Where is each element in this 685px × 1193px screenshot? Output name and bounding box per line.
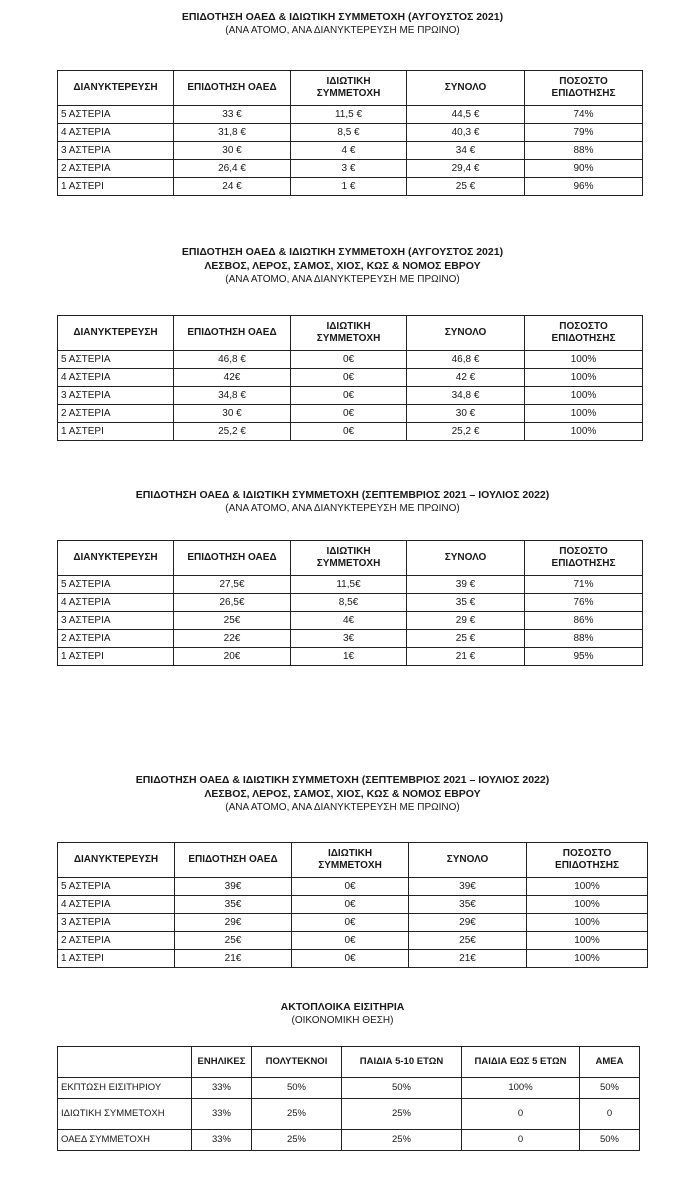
cell: 100% — [525, 351, 643, 369]
section-subtitle: (ΑΝΑ ΑΤΟΜΟ, ΑΝΑ ΔΙΑΝΥΚΤΕΡΕΥΣΗ ΜΕ ΠΡΩΙΝΟ) — [225, 274, 460, 285]
cell: 35€ — [175, 896, 292, 914]
table-row — [58, 106, 643, 124]
cell: 29€ — [175, 914, 292, 932]
cell: 79% — [525, 124, 643, 142]
col-header: ΔΙΑΝΥΚΤΕΡΕΥΣΗ — [58, 541, 174, 576]
cell: 1€ — [291, 648, 407, 666]
col-header: ΕΠΙΔΟΤΗΣΗ ΟΑΕΔ — [174, 316, 291, 351]
section-title-regions: ΛΕΣΒΟΣ, ΛΕΡΟΣ, ΣΑΜΟΣ, ΧΙΟΣ, ΚΩΣ & ΝΟΜΟΣ ΕΒΡΟΥ — [204, 788, 481, 800]
cell: 100% — [525, 387, 643, 405]
cell: 0€ — [291, 387, 407, 405]
cell: 21€ — [175, 950, 292, 968]
cell: ΟΑΕΔ ΣΥΜΜΕΤΟΧΗ — [58, 1130, 192, 1151]
col-header: ΑΜΕΑ — [580, 1047, 640, 1078]
cell: 30 € — [174, 405, 291, 423]
cell: 74% — [525, 106, 643, 124]
cell: 5 ΑΣΤΕΡΙΑ — [58, 878, 175, 896]
cell: 25 € — [407, 178, 525, 196]
cell: 50% — [580, 1130, 640, 1151]
cell: 95% — [525, 648, 643, 666]
col-header: ΕΠΙΔΟΤΗΣΗ ΟΑΕΔ — [174, 541, 291, 576]
cell: 31,8 € — [174, 124, 291, 142]
subsidy-table-1 — [57, 70, 643, 196]
cell: 3 ΑΣΤΕΡΙΑ — [58, 142, 174, 160]
col-header: ΙΔΙΩΤΙΚΗ ΣΥΜΜΕΤΟΧΗ — [291, 316, 407, 351]
cell: 33 € — [174, 106, 291, 124]
cell: 11,5€ — [291, 576, 407, 594]
cell: 0€ — [291, 423, 407, 441]
col-header: ΕΝΗΛΙΚΕΣ — [192, 1047, 252, 1078]
table-row — [58, 1078, 640, 1099]
cell: 24 € — [174, 178, 291, 196]
col-header — [58, 1047, 192, 1078]
section-subtitle: (ΑΝΑ ΑΤΟΜΟ, ΑΝΑ ΔΙΑΝΥΚΤΕΡΕΥΣΗ ΜΕ ΠΡΩΙΝΟ) — [225, 25, 460, 36]
table-row — [58, 160, 643, 178]
section-title-regions: ΛΕΣΒΟΣ, ΛΕΡΟΣ, ΣΑΜΟΣ, ΧΙΟΣ, ΚΩΣ & ΝΟΜΟΣ ΕΒΡΟΥ — [204, 260, 481, 272]
table-row — [58, 369, 643, 387]
cell: ΕΚΠΤΩΣΗ ΕΙΣΙΤΗΡΙΟΥ — [58, 1078, 192, 1099]
cell: 100% — [525, 423, 643, 441]
cell: 1 ΑΣΤΕΡΙ — [58, 178, 174, 196]
cell: 25€ — [175, 932, 292, 950]
cell: 100% — [527, 950, 648, 968]
table-row — [58, 124, 643, 142]
ferry-title: ΑΚΤΟΠΛΟΙΚΑ ΕΙΣΙΤΗΡΙΑ — [280, 1001, 405, 1013]
cell: 100% — [527, 896, 648, 914]
cell: 8,5 € — [291, 124, 407, 142]
cell: 34,8 € — [407, 387, 525, 405]
cell: 0 — [462, 1099, 580, 1130]
cell: 21€ — [409, 950, 527, 968]
cell: 5 ΑΣΤΕΡΙΑ — [58, 106, 174, 124]
cell: 0€ — [292, 878, 409, 896]
cell: 39€ — [175, 878, 292, 896]
cell: 0€ — [292, 896, 409, 914]
col-header: ΠΟΣΟΣΤΟ ΕΠΙΔΟΤΗΣΗΣ — [525, 71, 643, 106]
cell: 1 ΑΣΤΕΡΙ — [58, 950, 175, 968]
cell: 1 € — [291, 178, 407, 196]
col-header: ΣΥΝΟΛΟ — [407, 316, 525, 351]
cell: 2 ΑΣΤΕΡΙΑ — [58, 160, 174, 178]
cell: 35 € — [407, 594, 525, 612]
ferry-section — [0, 1000, 685, 1028]
cell: 25% — [342, 1099, 462, 1130]
header-row — [58, 1047, 640, 1078]
cell: 34 € — [407, 142, 525, 160]
cell: 44,5 € — [407, 106, 525, 124]
cell: 26,4 € — [174, 160, 291, 178]
cell: 0 — [580, 1099, 640, 1130]
cell: 42 € — [407, 369, 525, 387]
col-header: ΙΔΙΩΤΙΚΗ ΣΥΜΜΕΤΟΧΗ — [291, 541, 407, 576]
cell: 0€ — [291, 351, 407, 369]
table-row — [58, 178, 643, 196]
col-header: ΠΟΣΟΣΤΟ ΕΠΙΔΟΤΗΣΗΣ — [525, 316, 643, 351]
cell: 1 ΑΣΤΕΡΙ — [58, 423, 174, 441]
table-row — [58, 576, 643, 594]
cell: 29 € — [407, 612, 525, 630]
cell: 0€ — [292, 950, 409, 968]
cell: 2 ΑΣΤΕΡΙΑ — [58, 932, 175, 950]
header-row — [58, 316, 643, 351]
cell: 4 ΑΣΤΕΡΙΑ — [58, 896, 175, 914]
table-section-2 — [0, 245, 685, 287]
cell: 46,8 € — [174, 351, 291, 369]
cell: 34,8 € — [174, 387, 291, 405]
cell: 8,5€ — [291, 594, 407, 612]
table-section-1 — [0, 10, 685, 38]
subsidy-table-3 — [57, 540, 643, 666]
cell: 33% — [192, 1130, 252, 1151]
cell: 88% — [525, 630, 643, 648]
cell: 0€ — [291, 369, 407, 387]
cell: 39€ — [409, 878, 527, 896]
cell: 100% — [527, 878, 648, 896]
col-header: ΕΠΙΔΟΤΗΣΗ ΟΑΕΔ — [174, 71, 291, 106]
table-row — [58, 594, 643, 612]
cell: 35€ — [409, 896, 527, 914]
col-header: ΣΥΝΟΛΟ — [407, 541, 525, 576]
cell: 25€ — [409, 932, 527, 950]
cell: 29€ — [409, 914, 527, 932]
section-title: ΕΠΙΔΟΤΗΣΗ ΟΑΕΔ & ΙΔΙΩΤΙΚΗ ΣΥΜΜΕΤΟΧΗ (ΑΥΓΟΥΣΤΟΣ 2021) — [181, 246, 504, 258]
cell: 39 € — [407, 576, 525, 594]
cell: 50% — [580, 1078, 640, 1099]
cell: 3€ — [291, 630, 407, 648]
table-row — [58, 950, 648, 968]
col-header: ΣΥΝΟΛΟ — [407, 71, 525, 106]
col-header: ΙΔΙΩΤΙΚΗ ΣΥΜΜΕΤΟΧΗ — [292, 843, 409, 878]
cell: 25,2 € — [174, 423, 291, 441]
cell: 22€ — [174, 630, 291, 648]
ferry-subtitle: (ΟΙΚΟΝΟΜΙΚΗ ΘΕΣΗ) — [291, 1015, 394, 1026]
table-row — [58, 387, 643, 405]
section-title: ΕΠΙΔΟΤΗΣΗ ΟΑΕΔ & ΙΔΙΩΤΙΚΗ ΣΥΜΜΕΤΟΧΗ (ΑΥΓΟΥΣΤΟΣ 2021) — [181, 11, 504, 23]
cell: 100% — [527, 932, 648, 950]
cell: 3 ΑΣΤΕΡΙΑ — [58, 914, 175, 932]
cell: 0€ — [292, 932, 409, 950]
cell: 50% — [252, 1078, 342, 1099]
cell: 25% — [342, 1130, 462, 1151]
section-subtitle: (ΑΝΑ ΑΤΟΜΟ, ΑΝΑ ΔΙΑΝΥΚΤΕΡΕΥΣΗ ΜΕ ΠΡΩΙΝΟ) — [225, 503, 460, 514]
table-row — [58, 896, 648, 914]
cell: 86% — [525, 612, 643, 630]
section-subtitle: (ΑΝΑ ΑΤΟΜΟ, ΑΝΑ ΔΙΑΝΥΚΤΕΡΕΥΣΗ ΜΕ ΠΡΩΙΝΟ) — [225, 802, 460, 813]
cell: ΙΔΙΩΤΙΚΗ ΣΥΜΜΕΤΟΧΗ — [58, 1099, 192, 1130]
cell: 0 — [462, 1130, 580, 1151]
col-header: ΔΙΑΝΥΚΤΕΡΕΥΣΗ — [58, 843, 175, 878]
cell: 25,2 € — [407, 423, 525, 441]
cell: 2 ΑΣΤΕΡΙΑ — [58, 405, 174, 423]
cell: 26,5€ — [174, 594, 291, 612]
cell: 100% — [527, 914, 648, 932]
table-row — [58, 1130, 640, 1151]
table-row — [58, 630, 643, 648]
cell: 4 ΑΣΤΕΡΙΑ — [58, 124, 174, 142]
cell: 76% — [525, 594, 643, 612]
cell: 100% — [525, 369, 643, 387]
cell: 25€ — [174, 612, 291, 630]
cell: 11,5 € — [291, 106, 407, 124]
cell: 33% — [192, 1078, 252, 1099]
cell: 21 € — [407, 648, 525, 666]
col-header: ΠΑΙΔΙΑ 5-10 ΕΤΩΝ — [342, 1047, 462, 1078]
cell: 27,5€ — [174, 576, 291, 594]
col-header: ΙΔΙΩΤΙΚΗ ΣΥΜΜΕΤΟΧΗ — [291, 71, 407, 106]
cell: 46,8 € — [407, 351, 525, 369]
header-row — [58, 843, 648, 878]
table-row — [58, 878, 648, 896]
col-header: ΣΥΝΟΛΟ — [409, 843, 527, 878]
cell: 4 ΑΣΤΕΡΙΑ — [58, 369, 174, 387]
cell: 30 € — [407, 405, 525, 423]
cell: 42€ — [174, 369, 291, 387]
cell: 30 € — [174, 142, 291, 160]
table-row — [58, 142, 643, 160]
cell: 5 ΑΣΤΕΡΙΑ — [58, 351, 174, 369]
subsidy-table-2 — [57, 315, 643, 441]
table-section-4 — [0, 773, 685, 815]
cell: 40,3 € — [407, 124, 525, 142]
cell: 3 € — [291, 160, 407, 178]
table-section-3 — [0, 488, 685, 516]
cell: 2 ΑΣΤΕΡΙΑ — [58, 630, 174, 648]
cell: 5 ΑΣΤΕΡΙΑ — [58, 576, 174, 594]
cell: 29,4 € — [407, 160, 525, 178]
cell: 25% — [252, 1099, 342, 1130]
table-row — [58, 405, 643, 423]
cell: 20€ — [174, 648, 291, 666]
cell: 100% — [525, 405, 643, 423]
cell: 96% — [525, 178, 643, 196]
table-row — [58, 648, 643, 666]
subsidy-table-4 — [57, 842, 648, 968]
cell: 33% — [192, 1099, 252, 1130]
section-title: ΕΠΙΔΟΤΗΣΗ ΟΑΕΔ & ΙΔΙΩΤΙΚΗ ΣΥΜΜΕΤΟΧΗ (ΣΕΠΤΕΜΒΡΙΟΣ 2021 – ΙΟΥΛΙΟΣ 2022) — [135, 489, 550, 501]
cell: 50% — [342, 1078, 462, 1099]
cell: 4 € — [291, 142, 407, 160]
table-row — [58, 612, 643, 630]
header-row — [58, 541, 643, 576]
cell: 1 ΑΣΤΕΡΙ — [58, 648, 174, 666]
col-header: ΠΟΣΟΣΤΟ ΕΠΙΔΟΤΗΣΗΣ — [527, 843, 648, 878]
cell: 0€ — [292, 914, 409, 932]
cell: 100% — [462, 1078, 580, 1099]
table-row — [58, 914, 648, 932]
cell: 90% — [525, 160, 643, 178]
cell: 71% — [525, 576, 643, 594]
col-header: ΔΙΑΝΥΚΤΕΡΕΥΣΗ — [58, 316, 174, 351]
cell: 3 ΑΣΤΕΡΙΑ — [58, 612, 174, 630]
col-header: ΠΑΙΔΙΑ ΕΩΣ 5 ΕΤΩΝ — [462, 1047, 580, 1078]
section-title: ΕΠΙΔΟΤΗΣΗ ΟΑΕΔ & ΙΔΙΩΤΙΚΗ ΣΥΜΜΕΤΟΧΗ (ΣΕΠΤΕΜΒΡΙΟΣ 2021 – ΙΟΥΛΙΟΣ 2022) — [135, 774, 550, 786]
cell: 25% — [252, 1130, 342, 1151]
cell: 4 ΑΣΤΕΡΙΑ — [58, 594, 174, 612]
table-row — [58, 351, 643, 369]
cell: 0€ — [291, 405, 407, 423]
col-header: ΠΟΣΟΣΤΟ ΕΠΙΔΟΤΗΣΗΣ — [525, 541, 643, 576]
col-header: ΠΟΛΥΤΕΚΝΟΙ — [252, 1047, 342, 1078]
cell: 88% — [525, 142, 643, 160]
cell: 4€ — [291, 612, 407, 630]
col-header: ΔΙΑΝΥΚΤΕΡΕΥΣΗ — [58, 71, 174, 106]
header-row — [58, 71, 643, 106]
ferry-table — [57, 1046, 640, 1151]
cell: 25 € — [407, 630, 525, 648]
table-row — [58, 932, 648, 950]
col-header: ΕΠΙΔΟΤΗΣΗ ΟΑΕΔ — [175, 843, 292, 878]
cell: 3 ΑΣΤΕΡΙΑ — [58, 387, 174, 405]
table-row — [58, 423, 643, 441]
table-row — [58, 1099, 640, 1130]
